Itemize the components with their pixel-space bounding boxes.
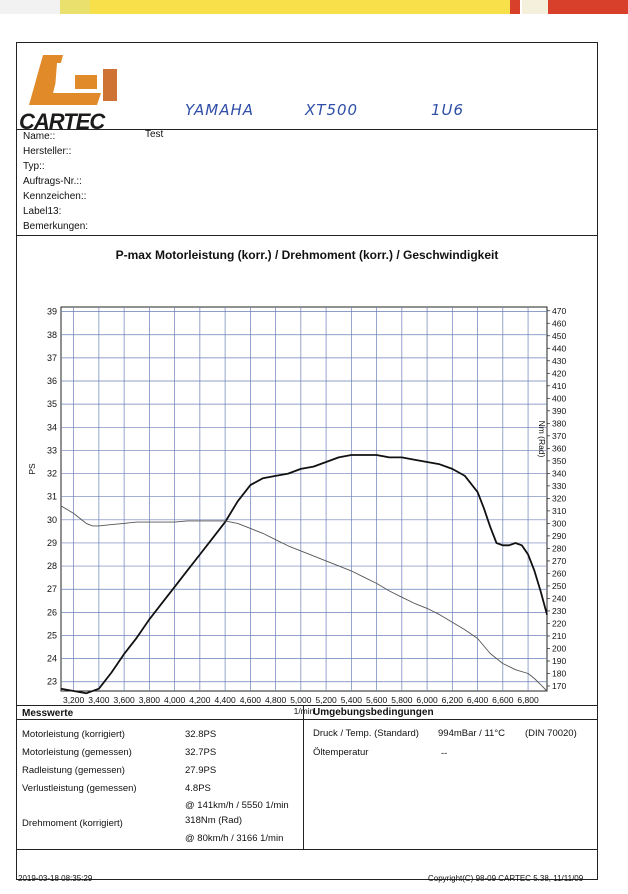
right-tick-label: 270 bbox=[552, 555, 567, 566]
x-tick-label: 4,600 bbox=[239, 695, 261, 705]
footer-copyright: Copyright(C) 98-09 CARTEC 5.38, 11/11/09 bbox=[428, 874, 584, 883]
measure-label-motor-korr: Motorleistung (korrigiert) bbox=[22, 729, 125, 740]
right-tick-label: 170 bbox=[552, 680, 567, 691]
left-tick-label: 32 bbox=[46, 468, 57, 479]
measurements-title: Messwerte bbox=[22, 708, 74, 719]
x-tick-label: 5,800 bbox=[391, 695, 413, 705]
left-tick-label: 27 bbox=[46, 584, 57, 595]
right-tick-label: 310 bbox=[552, 505, 567, 516]
x-tick-label: 6,200 bbox=[441, 695, 463, 705]
right-tick-label: 210 bbox=[552, 630, 567, 641]
field-auftrag-label: Auftrags-Nr.:: bbox=[23, 176, 82, 187]
right-tick-label: 350 bbox=[552, 455, 567, 466]
env-pressure-label: Druck / Temp. (Standard) bbox=[313, 728, 419, 739]
x-tick-label: 5,000 bbox=[290, 695, 312, 705]
table-header-border bbox=[17, 719, 597, 720]
dyno-report-sheet bbox=[16, 42, 598, 880]
left-axis-label: PS bbox=[27, 463, 37, 475]
env-pressure-value: 994mBar / 11°C bbox=[438, 728, 505, 739]
x-axis-label: 1/min bbox=[293, 706, 315, 716]
right-tick-label: 430 bbox=[552, 355, 567, 366]
footer-timestamp: 2019-03-18 08:35:29 bbox=[18, 874, 93, 883]
x-tick-label: 6,600 bbox=[492, 695, 514, 705]
left-tick-label: 36 bbox=[46, 376, 57, 387]
right-tick-label: 340 bbox=[552, 468, 567, 479]
left-tick-label: 34 bbox=[46, 422, 57, 433]
right-tick-label: 380 bbox=[552, 418, 567, 429]
right-tick-label: 390 bbox=[552, 405, 567, 416]
left-tick-label: 28 bbox=[46, 561, 57, 572]
x-tick-label: 3,800 bbox=[138, 695, 161, 705]
right-tick-label: 450 bbox=[552, 330, 567, 341]
right-tick-label: 230 bbox=[552, 605, 567, 616]
env-oil-label: Öltemperatur bbox=[313, 747, 369, 758]
left-tick-label: 24 bbox=[46, 653, 57, 664]
right-tick-label: 290 bbox=[552, 530, 567, 541]
measure-value-motor-gem: 32.7PS bbox=[185, 747, 217, 758]
left-tick-label: 31 bbox=[46, 491, 57, 502]
right-tick-label: 410 bbox=[552, 380, 567, 391]
x-tick-label: 4,400 bbox=[214, 695, 236, 705]
measure-value-torque: 318Nm (Rad) bbox=[185, 815, 243, 826]
table-column-divider bbox=[303, 705, 304, 849]
right-tick-label: 220 bbox=[552, 618, 567, 629]
right-tick-label: 200 bbox=[552, 643, 567, 654]
right-tick-label: 300 bbox=[552, 518, 567, 529]
measure-label-rad: Radleistung (gemessen) bbox=[22, 765, 125, 776]
right-tick-label: 190 bbox=[552, 655, 567, 666]
handwritten-note-1: YAMAHA bbox=[185, 101, 255, 119]
right-tick-label: 180 bbox=[552, 668, 567, 679]
handwritten-note-3: 1U6 bbox=[431, 101, 465, 119]
left-tick-label: 26 bbox=[46, 607, 57, 618]
handwritten-note-2: XT500 bbox=[305, 101, 359, 119]
info-divider bbox=[17, 235, 597, 236]
right-tick-label: 400 bbox=[552, 393, 567, 404]
measure-value-rad: 27.9PS bbox=[185, 765, 217, 776]
right-tick-label: 360 bbox=[552, 443, 567, 454]
measure-value-torque-at: @ 80km/h / 3166 1/min bbox=[185, 833, 284, 844]
x-tick-label: 3,600 bbox=[113, 695, 135, 705]
right-tick-label: 470 bbox=[552, 305, 567, 316]
top-color-strip bbox=[0, 0, 628, 14]
left-tick-label: 37 bbox=[46, 352, 57, 363]
left-tick-label: 29 bbox=[46, 537, 57, 548]
header-divider bbox=[17, 129, 597, 130]
plot-frame bbox=[61, 307, 547, 691]
measure-label-motor-gem: Motorleistung (gemessen) bbox=[22, 747, 132, 758]
chart-title: P-max Motorleistung (korr.) / Drehmoment (korr.) / Geschwindigkeit bbox=[115, 248, 499, 262]
measure-value-motor-korr: 32.8PS bbox=[185, 729, 217, 740]
table-bottom-border bbox=[17, 849, 597, 850]
field-bemerkungen-label: Bemerkungen: bbox=[23, 221, 89, 232]
right-tick-label: 260 bbox=[552, 568, 567, 579]
right-tick-label: 370 bbox=[552, 430, 567, 441]
measure-label-torque: Drehmoment (korrigiert) bbox=[22, 818, 123, 829]
right-tick-label: 440 bbox=[552, 343, 567, 354]
left-tick-label: 39 bbox=[46, 306, 57, 317]
x-tick-label: 5,600 bbox=[365, 695, 388, 705]
x-tick-label: 5,200 bbox=[315, 695, 337, 705]
left-tick-label: 30 bbox=[46, 514, 57, 525]
brand-name: CARTEC bbox=[19, 109, 105, 134]
left-tick-label: 35 bbox=[46, 399, 57, 410]
measure-value-verlust: 4.8PS bbox=[185, 783, 211, 794]
env-norm: (DIN 70020) bbox=[525, 728, 577, 739]
field-hersteller-label: Hersteller:: bbox=[23, 146, 72, 157]
measure-value-power-at: @ 141km/h / 5550 1/min bbox=[185, 800, 289, 811]
right-tick-label: 250 bbox=[552, 580, 567, 591]
x-tick-label: 5,400 bbox=[340, 695, 362, 705]
right-tick-label: 420 bbox=[552, 368, 567, 379]
right-axis-label: Nm (Rad) bbox=[537, 420, 547, 458]
x-tick-label: 6,400 bbox=[466, 695, 489, 705]
field-name-label: Name:: bbox=[23, 131, 56, 142]
measure-label-verlust: Verlustleistung (gemessen) bbox=[22, 783, 137, 794]
x-tick-label: 6,000 bbox=[416, 695, 438, 705]
x-tick-label: 3,200 bbox=[62, 695, 85, 705]
left-tick-label: 38 bbox=[46, 329, 57, 340]
right-tick-label: 330 bbox=[552, 480, 567, 491]
field-label13-label: Label13: bbox=[23, 206, 62, 217]
x-tick-label: 3,400 bbox=[88, 695, 110, 705]
right-tick-label: 460 bbox=[552, 318, 567, 329]
x-tick-label: 4,800 bbox=[264, 695, 287, 705]
left-tick-label: 25 bbox=[46, 630, 57, 641]
right-tick-label: 280 bbox=[552, 543, 567, 554]
x-tick-label: 4,200 bbox=[189, 695, 211, 705]
field-kennzeichen-label: Kennzeichen:: bbox=[23, 191, 87, 202]
table-top-border bbox=[17, 705, 597, 706]
left-tick-label: 23 bbox=[46, 676, 57, 687]
x-tick-label: 4,000 bbox=[163, 695, 186, 705]
right-tick-label: 240 bbox=[552, 593, 567, 604]
environment-title: Umgebungsbedingungen bbox=[313, 707, 434, 718]
env-oil-value: -- bbox=[441, 748, 448, 759]
left-tick-label: 33 bbox=[46, 445, 57, 456]
field-name-value: Test bbox=[145, 129, 164, 140]
x-tick-label: 6,800 bbox=[517, 695, 539, 705]
right-tick-label: 320 bbox=[552, 493, 567, 504]
field-typ-label: Typ:: bbox=[23, 161, 45, 172]
cartec-logo bbox=[17, 49, 127, 134]
